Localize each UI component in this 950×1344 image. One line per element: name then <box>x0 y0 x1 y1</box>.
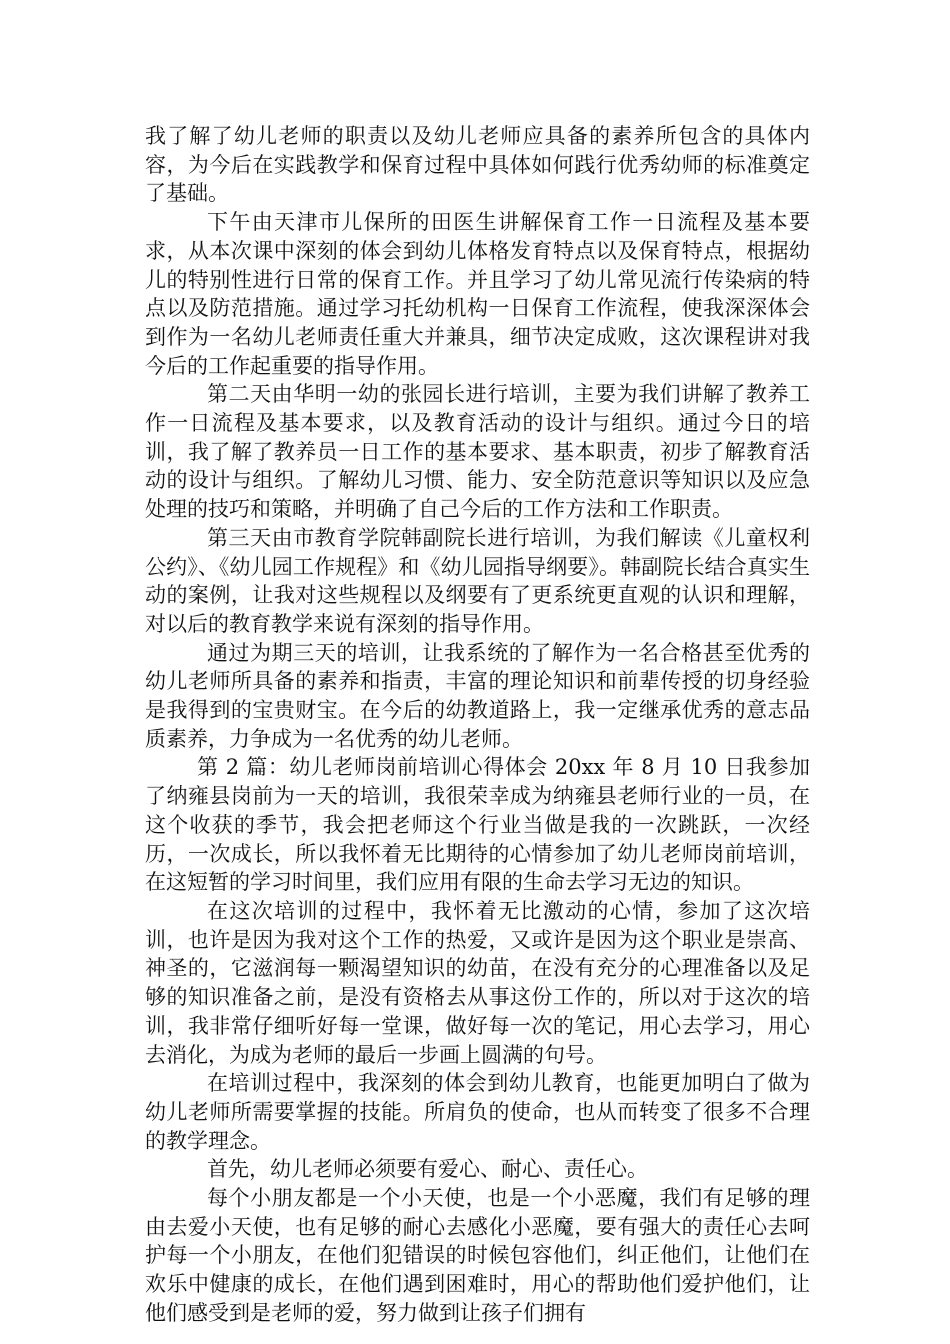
paragraph-continued-1: 我了解了幼儿老师的职责以及幼儿老师应具备的素养所包含的具体内容，为今后在实践教学和保育过程中具体如何践行优秀幼师的标准奠定了基础。 <box>145 124 810 206</box>
paragraph-afternoon-health: 下午由天津市儿保所的田医生讲解保育工作一日流程及基本要求，从本次课中深刻的体会到幼儿体格发育特点以及保育特点，根据幼儿的特别性进行日常的保育工作。并且学习了幼儿常见流行传染病的特点以及防范措施。通过学习托幼机构一日保育工作流程，使我深深体会到作为一名幼儿老师责任重大并兼具，细节决定成败，这次课程讲对我今后的工作起重要的指导作用。 <box>145 210 810 378</box>
paragraph-training-process: 在这次培训的过程中，我怀着无比激动的心情，参加了这次培训，也许是因为我对这个工作的热爱，又或许是因为这个职业是崇高、神圣的，它滋润每一颗渴望知识的幼苗，在没有充分的心理准备以及足够的知识准备之前，是没有资格去从事这份工作的，所以对于这次的培训，我非常仔细听好每一堂课，做好每一次的笔记，用心去学习，用心去消化，为成为老师的最后一步画上圆满的句号。 <box>145 898 810 1067</box>
paragraph-day-three: 第三天由市教育学院韩副院长进行培训，为我们解读《儿童权利公约》、《幼儿园工作规程》和《幼儿园指导纲要》。韩副院长结合真实生动的案例，让我对这些规程以及纲要有了更系统更直观的认识和理解，对以后的教育教学来说有深刻的指导作用。 <box>145 525 810 636</box>
paragraph-article-two-intro: 第 2 篇：幼儿老师岗前培训心得体会 20xx 年 8 月 10 日我参加了纳雍县岗前为一天的培训，我很荣幸成为纳雍县老师行业的一员，在这个收获的季节，我会把老师这个行业当做是我的一次跳跃，一次经历，一次成长，所以我怀着无比期待的心情参加了幼儿老师岗前培训，在这短暂的学习时间里，我们应用有限的生命去学习无边的知识。 <box>145 755 810 895</box>
paragraph-day-two: 第二天由华明一幼的张园长进行培训，主要为我们讲解了教养工作一日流程及基本要求，以及教育活动的设计与组织。通过今日的培训，我了解了教养员一日工作的基本要求、基本职责，初步了解教育活动的设计与组织。了解幼儿习惯、能力、安全防范意识等知识以及应急处理的技巧和策略，并明确了自己今后的工作方法和工作职责。 <box>145 382 810 522</box>
document-body <box>145 122 810 1328</box>
paragraph-training-insight: 在培训过程中，我深刻的体会到幼儿教育，也能更加明白了做为幼儿老师所需要掌握的技能。所肩负的使命，也从而转变了很多不合理的教学理念。 <box>145 1071 810 1153</box>
paragraph-first-point: 首先，幼儿老师必须要有爱心、耐心、责任心。 <box>207 1157 648 1182</box>
paragraph-summary: 通过为期三天的培训，让我系统的了解作为一名合格甚至优秀的幼儿老师所具备的素养和指责，丰富的理论知识和前辈传授的切身经验是我得到的宝贵财宝。在今后的幼教道路上，我一定继承优秀的意志品质素养，力争成为一名优秀的幼儿老师。 <box>145 640 810 751</box>
paragraph-children-care: 每个小朋友都是一个小天使，也是一个小恶魔，我们有足够的理由去爱小天使，也有足够的耐心去感化小恶魔，要有强大的责任心去呵护每一个小朋友，在他们犯错误的时候包容他们，纠正他们，让他们在欢乐中健康的成长，在他们遇到困难时，用心的帮助他们爱护他们，让他们感受到是老师的爱，努力做到让孩子们拥有 <box>145 1186 810 1325</box>
